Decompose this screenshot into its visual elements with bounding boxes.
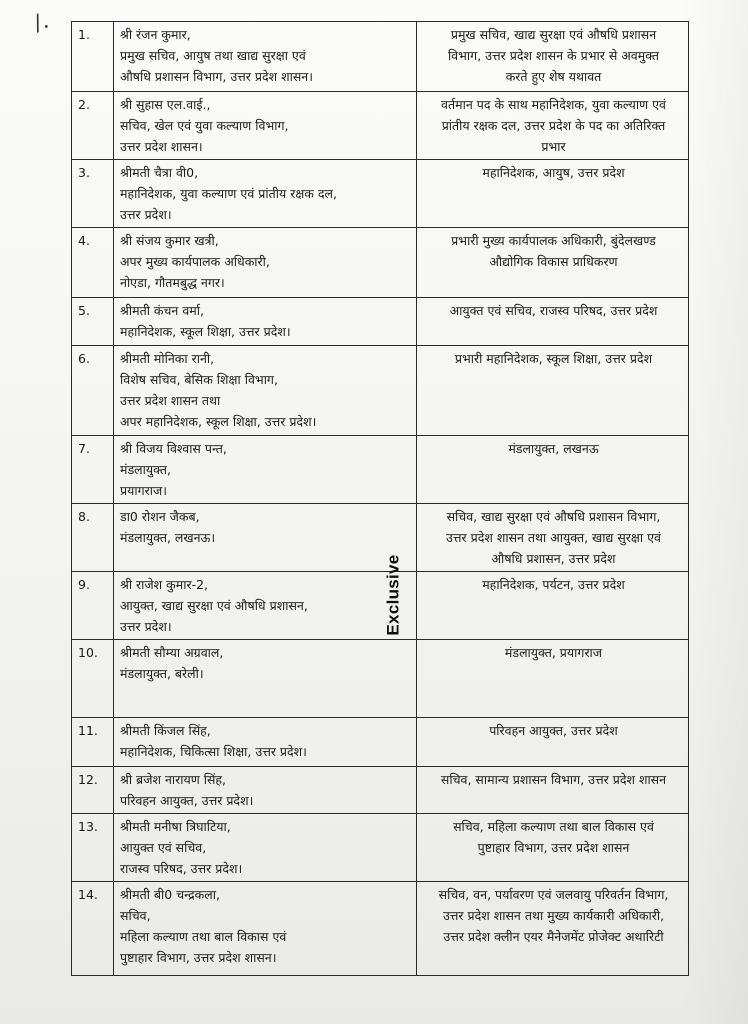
officer-line: महानिदेशक, चिकित्सा शिक्षा, उत्तर प्रदेश।: [120, 744, 307, 759]
officer-line: परिवहन आयुक्त, उत्तर प्रदेश।: [120, 793, 254, 808]
posting-line: सचिव, सामान्य प्रशासन विभाग, उत्तर प्रदेश शासन: [440, 772, 667, 787]
table-row: [72, 718, 689, 767]
posting-line: परिवहन आयुक्त, उत्तर प्रदेश: [489, 723, 618, 738]
officer-current-post: [114, 228, 417, 298]
officer-line: श्री रंजन कुमार,: [120, 27, 191, 42]
new-posting: [417, 22, 689, 92]
serial-number: 6.: [72, 346, 114, 436]
officer-line: डा0 रोशन जैकब,: [120, 509, 200, 524]
serial-number: 11.: [72, 718, 114, 767]
posting-line: वर्तमान पद के साथ महानिदेशक, युवा कल्याण एवं: [441, 97, 666, 112]
officer-current-post: [114, 504, 417, 572]
posting-line: उत्तर प्रदेश शासन तथा मुख्य कार्यकारी अधिकारी,: [442, 908, 665, 923]
officer-line: आयुक्त, खाद्य सुरक्षा एवं औषधि प्रशासन,: [120, 598, 308, 613]
officer-line: श्रीमती मनीषा त्रिघाटिया,: [120, 819, 231, 834]
exclusive-watermark: [374, 545, 414, 645]
new-posting: [417, 298, 689, 346]
officer-line: श्री संजय कुमार खत्री,: [120, 233, 219, 248]
officer-current-post: [114, 814, 417, 882]
posting-line: महानिदेशक, आयुष, उत्तर प्रदेश: [482, 165, 625, 180]
officer-line: अपर महानिदेशक, स्कूल शिक्षा, उत्तर प्रदेश।: [120, 414, 317, 429]
scan-shadow: [682, 0, 748, 1024]
officer-line: श्री सुहास एल.वाई.,: [120, 97, 211, 112]
serial-number: 3.: [72, 160, 114, 228]
officer-line: श्रीमती मोनिका रानी,: [120, 351, 215, 366]
new-posting: [417, 346, 689, 436]
posting-line: करते हुए शेष यथावत: [505, 69, 602, 84]
table-row: [72, 767, 689, 814]
officer-current-post: [114, 882, 417, 976]
officer-line: महानिदेशक, युवा कल्याण एवं प्रांतीय रक्षक दल,: [120, 186, 337, 201]
posting-line: प्रभारी महानिदेशक, स्कूल शिक्षा, उत्तर प्रदेश: [454, 351, 653, 366]
officer-line: पुष्टाहार विभाग, उत्तर प्रदेश शासन।: [120, 950, 277, 965]
new-posting: [417, 718, 689, 767]
table-row: [72, 640, 689, 718]
officer-current-post: [114, 160, 417, 228]
officer-line: महानिदेशक, स्कूल शिक्षा, उत्तर प्रदेश।: [120, 324, 291, 339]
officer-line: औषधि प्रशासन विभाग, उत्तर प्रदेश शासन।: [120, 69, 313, 84]
posting-line: औषधि प्रशासन, उत्तर प्रदेश: [491, 551, 616, 566]
posting-line: उत्तर प्रदेश क्लीन एयर मैनेजमेंट प्रोजेक्ट अथारिटी: [443, 929, 664, 944]
serial-number: 2.: [72, 92, 114, 160]
posting-line: सचिव, महिला कल्याण तथा बाल विकास एवं: [453, 819, 654, 834]
table-row: [72, 160, 689, 228]
serial-number: 5.: [72, 298, 114, 346]
table-row: [72, 814, 689, 882]
officer-current-post: [114, 572, 417, 640]
posting-line: विभाग, उत्तर प्रदेश शासन के प्रभार से अवमुक्त: [447, 48, 660, 63]
margin-pen-mark: /.: [30, 8, 52, 37]
watermark-text: Exclusive: [384, 554, 403, 636]
new-posting: [417, 814, 689, 882]
officer-current-post: [114, 640, 417, 718]
officer-line: मंडलायुक्त, लखनऊ।: [120, 530, 216, 545]
officer-line: आयुक्त एवं सचिव,: [120, 840, 207, 855]
posting-line: प्रमुख सचिव, खाद्य सुरक्षा एवं औषधि प्रशासन: [450, 27, 657, 42]
officer-line: श्रीमती बी0 चन्द्रकला,: [120, 887, 220, 902]
officer-line: श्रीमती किंजल सिंह,: [120, 723, 211, 738]
serial-number: 7.: [72, 436, 114, 504]
officer-line: विशेष सचिव, बेसिक शिक्षा विभाग,: [120, 372, 278, 387]
serial-number: 1.: [72, 22, 114, 92]
table-row: [72, 22, 689, 92]
new-posting: [417, 572, 689, 640]
officer-line: श्रीमती चैत्रा वी0,: [120, 165, 199, 180]
new-posting: [417, 640, 689, 718]
officer-current-post: [114, 436, 417, 504]
posting-line: मंडलायुक्त, प्रयागराज: [504, 645, 603, 660]
officer-current-post: [114, 298, 417, 346]
officer-line: उत्तर प्रदेश शासन।: [120, 139, 203, 154]
officer-line: सचिव,: [120, 908, 151, 923]
posting-line: सचिव, खाद्य सुरक्षा एवं औषधि प्रशासन विभाग,: [446, 509, 661, 524]
serial-number: 4.: [72, 228, 114, 298]
table-row: [72, 436, 689, 504]
serial-number: 14.: [72, 882, 114, 976]
officer-current-post: [114, 718, 417, 767]
officer-line: उत्तर प्रदेश।: [120, 619, 172, 634]
new-posting: [417, 504, 689, 572]
posting-line: उत्तर प्रदेश शासन तथा आयुक्त, खाद्य सुरक्षा एवं: [446, 530, 661, 545]
serial-number: 8.: [72, 504, 114, 572]
posting-line: सचिव, वन, पर्यावरण एवं जलवायु परिवर्तन विभाग,: [438, 887, 669, 902]
officer-current-post: [114, 22, 417, 92]
officer-line: श्रीमती सौम्या अग्रवाल,: [120, 645, 224, 660]
new-posting: [417, 767, 689, 814]
serial-number: 10.: [72, 640, 114, 718]
posting-line: प्रभार: [541, 139, 566, 154]
serial-number: 12.: [72, 767, 114, 814]
officer-current-post: [114, 92, 417, 160]
officer-line: श्री राजेश कुमार-2,: [120, 577, 209, 592]
officer-current-post: [114, 767, 417, 814]
new-posting: [417, 92, 689, 160]
table-row: [72, 228, 689, 298]
posting-line: आयुक्त एवं सचिव, राजस्व परिषद, उत्तर प्रदेश: [449, 303, 658, 318]
posting-line: प्रांतीय रक्षक दल, उत्तर प्रदेश के पद का अतिरिक्त: [441, 118, 666, 133]
new-posting: [417, 436, 689, 504]
posting-line: मंडलायुक्त, लखनऊ: [508, 441, 599, 456]
officer-line: मंडलायुक्त,: [120, 462, 171, 477]
posting-line: पुष्टाहार विभाग, उत्तर प्रदेश शासन: [477, 840, 630, 855]
officer-line: श्री विजय विश्वास पन्त,: [120, 441, 227, 456]
officer-line: अपर मुख्य कार्यपालक अधिकारी,: [120, 254, 270, 269]
posting-line: महानिदेशक, पर्यटन, उत्तर प्रदेश: [482, 577, 625, 592]
posting-line: औद्योगिक विकास प्राधिकरण: [489, 254, 618, 269]
officer-line: श्रीमती कंचन वर्मा,: [120, 303, 204, 318]
table-row: [72, 92, 689, 160]
officer-line: प्रयागराज।: [120, 483, 168, 498]
new-posting: [417, 160, 689, 228]
table-row: [72, 298, 689, 346]
transfer-order-table: [71, 21, 689, 976]
officer-line: राजस्व परिषद, उत्तर प्रदेश।: [120, 861, 243, 876]
officer-current-post: [114, 346, 417, 436]
officer-line: श्री ब्रजेश नारायण सिंह,: [120, 772, 227, 787]
officer-line: प्रमुख सचिव, आयुष तथा खाद्य सुरक्षा एवं: [120, 48, 306, 63]
officer-line: नोएडा, गौतमबुद्ध नगर।: [120, 275, 225, 290]
table-row: [72, 882, 689, 976]
table-body: [72, 22, 689, 976]
officer-line: उत्तर प्रदेश शासन तथा: [120, 393, 221, 408]
officer-line: उत्तर प्रदेश।: [120, 207, 172, 222]
table-row: [72, 346, 689, 436]
new-posting: [417, 882, 689, 976]
new-posting: [417, 228, 689, 298]
officer-line: महिला कल्याण तथा बाल विकास एवं: [120, 929, 287, 944]
serial-number: 9.: [72, 572, 114, 640]
posting-line: प्रभारी मुख्य कार्यपालक अधिकारी, बुंदेलखण्ड: [451, 233, 656, 248]
officer-line: मंडलायुक्त, बरेली।: [120, 666, 204, 681]
officer-line: सचिव, खेल एवं युवा कल्याण विभाग,: [120, 118, 289, 133]
serial-number: 13.: [72, 814, 114, 882]
